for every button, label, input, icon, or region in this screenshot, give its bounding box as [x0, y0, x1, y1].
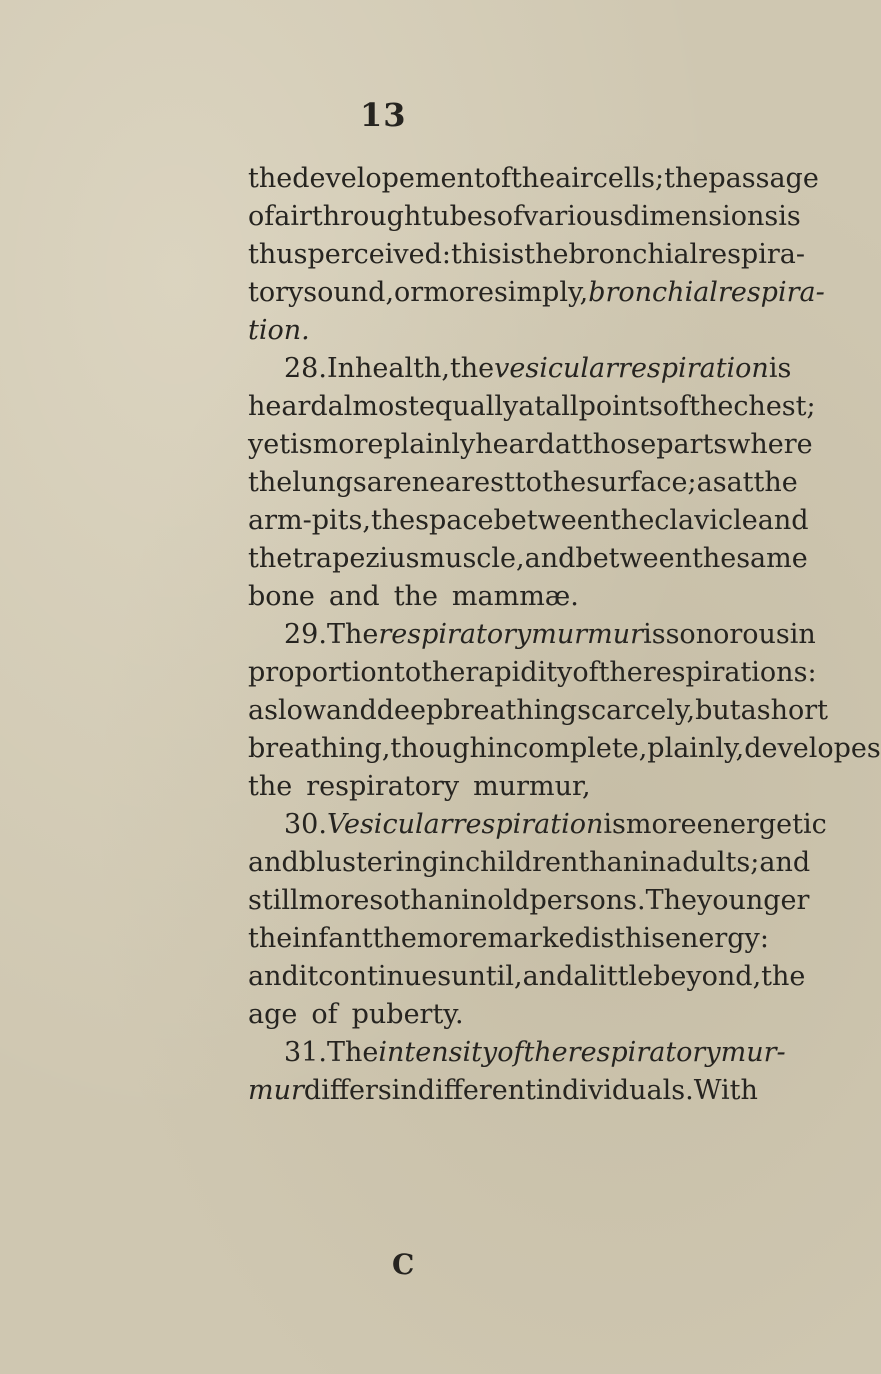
text-line: of air through tubes of various dimensions is [248, 201, 801, 232]
text-line: age of puberty. [248, 999, 464, 1030]
text-line: the infant the more marked is this energy : [248, 923, 769, 954]
text-line: 30. Vesicular respiration is more energetic [284, 809, 827, 840]
text-line: thus perceived : this is the bronchial respira- [248, 239, 805, 270]
text-line: proportion to the rapidity of the respirations : [248, 657, 817, 688]
text-line: 31. The intensity of the respiratory mur- [284, 1037, 786, 1068]
text-line: bone and the mammæ. [248, 581, 579, 612]
text-line: the lungs are nearest to the surface ; as at the [248, 467, 798, 498]
text-line: yet is more plainly heard at those parts where [248, 429, 813, 460]
text-line: still more so than in old persons. The younger [248, 885, 810, 916]
signature-mark: C [392, 1248, 415, 1281]
text-line: and blustering in children than in adults ; and [248, 847, 811, 878]
text-line: heard almost equally at all points of the chest ; [248, 391, 816, 422]
body-text [248, 160, 881, 1110]
text-line: the trapezius muscle, and between the same [248, 543, 808, 574]
page-number: 13 [360, 96, 407, 134]
text-line: mur differs in different individuals. With [248, 1075, 758, 1106]
text-line: and it continues until, and a little beyond, the [248, 961, 806, 992]
text-line: a slow and deep breathing scarcely, but a short [248, 695, 828, 726]
text-line: tory sound, or more simply, bronchial respira- [248, 277, 825, 308]
text-line: breathing, though incomplete, plainly, developes [248, 733, 881, 764]
text-line: 28. In health, the vesicular respiration is [284, 353, 792, 384]
text-line: the respiratory murmur, [248, 771, 591, 802]
text-line: 29. The respiratory murmur is sonorous in [284, 619, 816, 650]
text-line: arm-pits, the space between the clavicle and [248, 505, 809, 536]
text-line: tion. [248, 315, 310, 346]
text-line: the developement of the air cells ; the passage [248, 163, 819, 194]
